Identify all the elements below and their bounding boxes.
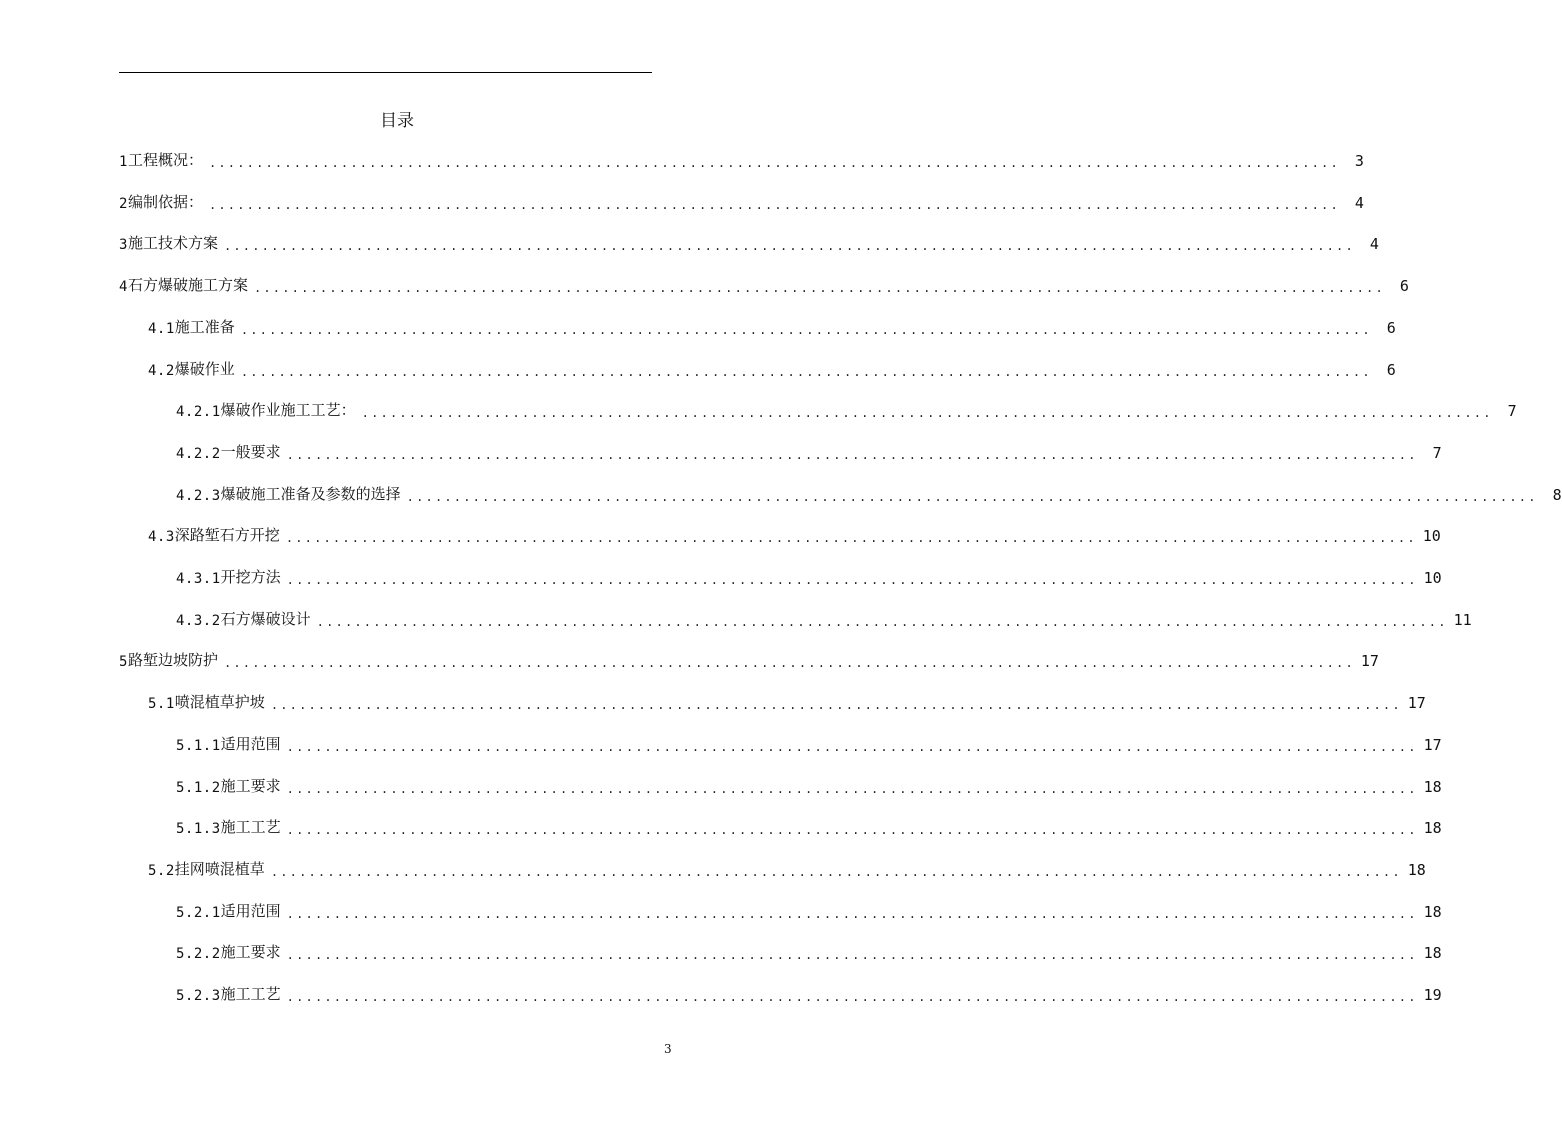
toc-entry-page: 6 — [1386, 318, 1396, 337]
toc-entry[interactable] — [176, 772, 1442, 796]
toc-entry[interactable] — [148, 855, 1426, 879]
toc-dot-leader: ........................................................................................................................ — [285, 531, 1417, 546]
toc-entry-title: 施工工艺 — [220, 818, 281, 837]
toc-entry[interactable] — [176, 938, 1442, 963]
toc-dot-leader: ........................................................................................................................ — [270, 864, 1402, 879]
toc-entry-page: 4 — [1354, 193, 1364, 212]
toc-dot-leader: ........................................................................................................................ — [223, 656, 1355, 671]
toc-dot-leader: ........................................................................................................................ — [270, 698, 1402, 713]
toc-dot-leader: ........................................................................................................................ — [406, 489, 1538, 504]
toc-entry-title: 路堑边坡防护 — [127, 651, 218, 670]
toc-title: 目录 — [380, 111, 414, 131]
toc-entry-number: 4 — [119, 279, 128, 296]
toc-entry-number: 4.3.1 — [176, 571, 221, 587]
toc-entry[interactable] — [119, 646, 1379, 671]
toc-entry-page: 17 — [1360, 652, 1379, 671]
toc-entry-title: 施工工艺 — [220, 985, 281, 1003]
toc-entry-number: 3 — [119, 237, 128, 254]
toc-entry-page: 17 — [1407, 694, 1426, 713]
toc-entry-number: 5.1.1 — [176, 737, 221, 754]
toc-entry-title: 工程概况： — [127, 151, 203, 169]
toc-entry-title: 喷混植草护坡 — [174, 693, 265, 712]
toc-entry[interactable] — [148, 521, 1441, 546]
toc-entry-page: 10 — [1422, 527, 1441, 546]
toc-entry-title: 适用范围 — [220, 901, 281, 920]
toc-entry[interactable] — [119, 229, 1379, 254]
toc-entry-title: 施工准备 — [174, 317, 235, 336]
toc-entry-title: 开挖方法 — [220, 568, 281, 586]
toc-dot-leader: ........................................................................................................................ — [286, 906, 1418, 921]
toc-entry-number: 5.2.3 — [176, 988, 221, 1004]
toc-dot-leader: ........................................................................................................................ — [208, 197, 1340, 212]
toc-dot-leader: ........................................................................................................................ — [223, 239, 1355, 254]
toc-entry-number: 5.2.1 — [176, 904, 221, 921]
toc-entry-number: 5.2 — [148, 862, 175, 879]
toc-entry-number: 2 — [119, 195, 128, 212]
toc-entry-title: 爆破施工准备及参数的选择 — [220, 484, 401, 503]
toc-entry[interactable] — [176, 605, 1472, 629]
toc-entry-page: 18 — [1423, 902, 1442, 921]
toc-entry-title: 石方爆破施工方案 — [127, 276, 248, 295]
toc-entry[interactable] — [176, 813, 1442, 838]
toc-entry[interactable] — [148, 688, 1426, 713]
toc-dot-leader: ........................................................................................................................ — [286, 990, 1418, 1004]
toc-dot-leader: ........................................................................................................................ — [316, 614, 1448, 629]
toc-entry-title: 挂网喷混植草 — [174, 859, 265, 878]
toc-entry[interactable] — [176, 897, 1442, 921]
toc-entry-page: 7 — [1507, 402, 1517, 421]
toc-dot-leader: ........................................................................................................................ — [240, 322, 1372, 337]
toc-entry-page: 6 — [1386, 360, 1396, 379]
header-rule — [119, 72, 652, 73]
toc-entry-title: 爆破作业 — [174, 359, 235, 378]
toc-entry-page: 17 — [1423, 735, 1442, 754]
toc-entry-number: 5.1.2 — [176, 779, 221, 796]
toc-entry-title: 适用范围 — [220, 734, 281, 753]
toc-entry-title: 施工要求 — [220, 943, 281, 962]
toc-entry-page: 11 — [1453, 610, 1472, 629]
page-number: 3 — [664, 1042, 672, 1056]
toc-entry[interactable] — [176, 730, 1442, 754]
toc-dot-leader: ........................................................................................................................ — [240, 364, 1372, 379]
toc-entry[interactable] — [176, 480, 1562, 504]
toc-entry-title: 一般要求 — [220, 442, 281, 461]
toc-entry-page: 8 — [1552, 485, 1562, 504]
toc-entry-number: 4.3 — [148, 529, 175, 546]
toc-entry[interactable] — [176, 438, 1442, 462]
toc-entry[interactable] — [176, 980, 1442, 1004]
toc-entry-page: 4 — [1369, 235, 1379, 254]
toc-entry[interactable] — [148, 355, 1396, 379]
toc-entry-number: 4.3.2 — [176, 612, 221, 629]
toc-entry-number: 5.2.2 — [176, 946, 221, 963]
toc-entry-title: 石方爆破设计 — [220, 609, 311, 628]
toc-entry[interactable] — [148, 313, 1396, 337]
toc-entry-number: 4.1 — [148, 320, 175, 337]
toc-dot-leader: ........................................................................................................................ — [253, 281, 1385, 296]
toc-dot-leader: ........................................................................................................................ — [361, 406, 1493, 421]
toc-entry-title: 爆破作业施工工艺： — [220, 401, 356, 420]
toc-entry-page: 7 — [1432, 443, 1442, 462]
toc-entry-number: 4.2 — [148, 362, 175, 379]
toc-entry-page: 18 — [1423, 777, 1442, 796]
toc-entry-page: 6 — [1399, 277, 1409, 296]
toc-entry-page: 18 — [1423, 944, 1442, 963]
toc-entry[interactable] — [119, 271, 1409, 296]
toc-entry-number: 4.2.3 — [176, 487, 221, 504]
toc-entry[interactable] — [119, 146, 1364, 170]
toc-entry-page: 18 — [1407, 860, 1426, 879]
toc-dot-leader: ........................................................................................................................ — [286, 948, 1418, 963]
toc-dot-leader: ........................................................................................................................ — [286, 781, 1418, 796]
toc-dot-leader: ........................................................................................................................ — [286, 447, 1418, 462]
toc-entry[interactable] — [176, 563, 1442, 587]
toc-entry[interactable] — [119, 188, 1364, 212]
toc-entry-page: 10 — [1423, 569, 1442, 587]
toc-entry-number: 5.1.3 — [176, 821, 221, 838]
toc-entry-title: 施工技术方案 — [127, 234, 218, 253]
toc-entry[interactable] — [176, 396, 1517, 421]
toc-entry-page: 3 — [1354, 152, 1364, 170]
toc-entry-number: 1 — [119, 154, 128, 170]
toc-dot-leader: ........................................................................................................................ — [208, 156, 1340, 170]
toc-entry-number: 4.2.2 — [176, 445, 221, 462]
toc-entry-title: 施工要求 — [220, 776, 281, 795]
toc-entry-number: 5.1 — [148, 696, 175, 713]
toc-dot-leader: ........................................................................................................................ — [286, 739, 1418, 754]
toc-entry-number: 4.2.1 — [176, 404, 221, 421]
toc-entry-page: 19 — [1423, 986, 1442, 1004]
toc-entry-title: 深路堑石方开挖 — [174, 526, 280, 545]
toc-entry-page: 18 — [1423, 819, 1442, 838]
toc-dot-leader: ........................................................................................................................ — [286, 573, 1418, 587]
toc-dot-leader: ........................................................................................................................ — [286, 823, 1418, 838]
toc-entry-title: 编制依据： — [127, 192, 203, 211]
toc-entry-number: 5 — [119, 654, 128, 671]
